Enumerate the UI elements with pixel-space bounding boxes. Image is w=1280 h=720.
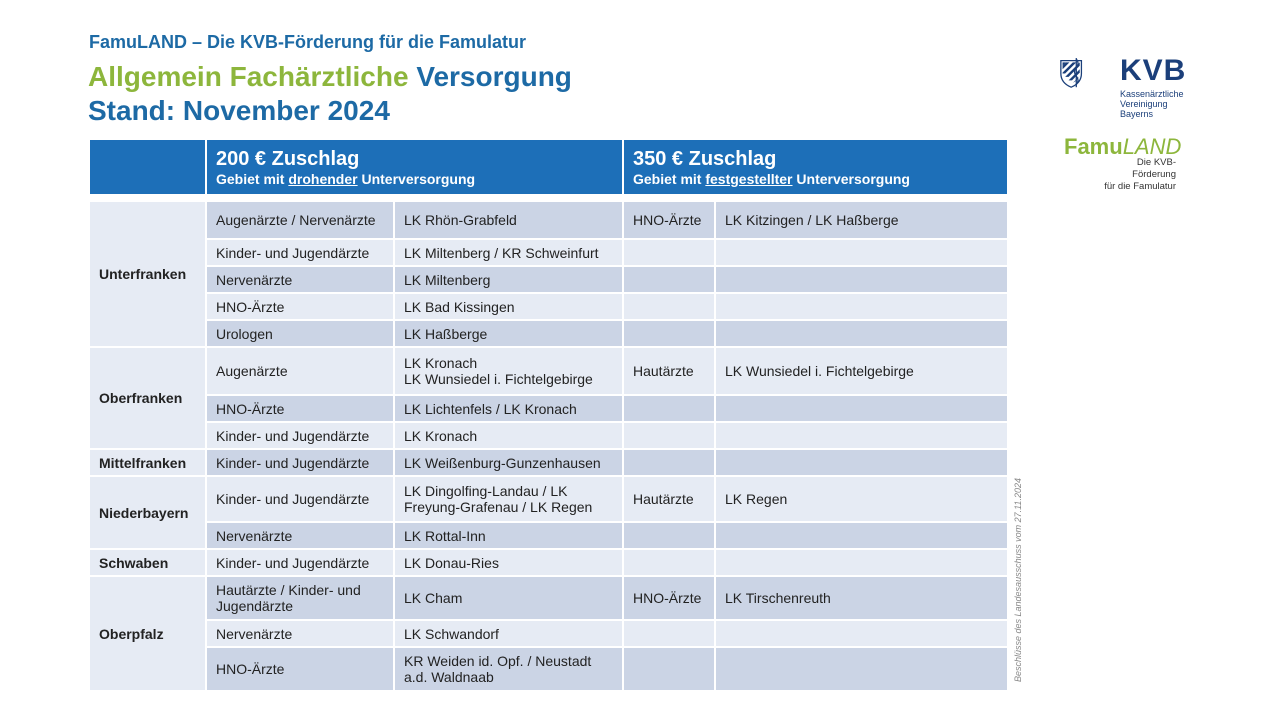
area-350-cell: LK Tirschenreuth [715, 576, 1008, 620]
area-350-cell [715, 647, 1008, 691]
region-cell: Mittelfranken [89, 449, 206, 476]
area-cell [394, 476, 623, 522]
region-cell: Oberfranken [89, 347, 206, 449]
specialty-cell: Nervenärzte [206, 266, 394, 293]
specialty-350-cell: Hautärzte [623, 476, 715, 522]
area-350-cell [715, 239, 1008, 266]
area-cell: LK Weißenburg-Gunzenhausen [394, 449, 623, 476]
specialty-350-cell: HNO-Ärzte [623, 201, 715, 239]
kvb-sub-line1: Kassenärztliche [1120, 89, 1184, 99]
header-200 [206, 139, 623, 195]
header-350-sub: Gebiet mit festgestellter Unterversorgung [633, 171, 910, 187]
area-cell: LK Donau-Ries [394, 549, 623, 576]
table-row [89, 476, 1008, 522]
table-row [89, 620, 1008, 647]
famu-bold: Famu [1064, 134, 1123, 159]
specialty-350-cell [623, 620, 715, 647]
specialty-350-cell [623, 320, 715, 347]
kvb-logo-text: KVB [1120, 54, 1187, 87]
area-line2: Freyung-Grafenau / LK Regen [404, 499, 593, 515]
specialty-cell: Kinder- und Jugendärzte [206, 549, 394, 576]
famu-italic: LAND [1122, 134, 1182, 159]
specialty-line1: Hautärzte / Kinder- und [216, 582, 361, 598]
specialty-350-cell [623, 522, 715, 549]
area-350-cell [715, 620, 1008, 647]
specialty-cell: Kinder- und Jugendärzte [206, 449, 394, 476]
area-cell: LK Cham [394, 576, 623, 620]
specialty-line2: Jugendärzte [216, 598, 294, 614]
region-cell: Unterfranken [89, 201, 206, 347]
area-cell [394, 347, 623, 395]
table-row [89, 266, 1008, 293]
table-row [89, 347, 1008, 395]
specialty-cell [206, 576, 394, 620]
area-cell: LK Miltenberg / KR Schweinfurt [394, 239, 623, 266]
area-line2: LK Wunsiedel i. Fichtelgebirge [404, 371, 593, 387]
specialty-cell: Kinder- und Jugendärzte [206, 422, 394, 449]
specialty-350-cell [623, 395, 715, 422]
area-cell [394, 647, 623, 691]
specialty-cell: HNO-Ärzte [206, 647, 394, 691]
specialty-350-cell [623, 293, 715, 320]
specialty-cell: HNO-Ärzte [206, 293, 394, 320]
header-region-cell [89, 139, 206, 195]
area-line1: LK Kronach [404, 355, 478, 371]
specialty-cell: Kinder- und Jugendärzte [206, 476, 394, 522]
area-350-cell [715, 266, 1008, 293]
page-title [88, 60, 572, 94]
table-row [89, 422, 1008, 449]
area-350-cell [715, 522, 1008, 549]
kvb-logo-icon [1060, 52, 1120, 122]
area-cell: LK Lichtenfels / LK Kronach [394, 395, 623, 422]
title-green-part: Allgemein Fachärztliche [88, 61, 409, 92]
table-row [89, 239, 1008, 266]
area-cell: LK Schwandorf [394, 620, 623, 647]
area-350-cell [715, 549, 1008, 576]
area-cell: LK Rottal-Inn [394, 522, 623, 549]
region-cell: Niederbayern [89, 476, 206, 549]
area-350-cell: LK Regen [715, 476, 1008, 522]
famu-sub-line2: für die Famulatur [1104, 181, 1176, 192]
specialty-cell: Kinder- und Jugendärzte [206, 239, 394, 266]
table-row [89, 320, 1008, 347]
title-blue-part: Versorgung [416, 61, 572, 92]
specialty-350-cell [623, 266, 715, 293]
table-row [89, 647, 1008, 691]
specialty-350-cell [623, 449, 715, 476]
funding-table [88, 138, 1009, 692]
area-cell: LK Haßberge [394, 320, 623, 347]
specialty-cell: Augenärzte / Nervenärzte [206, 201, 394, 239]
table-row [89, 395, 1008, 422]
header-200-sub: Gebiet mit drohender Unterversorgung [216, 171, 476, 187]
specialty-cell: HNO-Ärzte [206, 395, 394, 422]
area-350-cell: LK Wunsiedel i. Fichtelgebirge [715, 347, 1008, 395]
area-350-cell [715, 320, 1008, 347]
table-row [89, 293, 1008, 320]
specialty-350-cell: Hautärzte [623, 347, 715, 395]
area-350-cell [715, 395, 1008, 422]
side-note: Beschlüsse des Landesausschuss vom 27.11.2024 [1013, 478, 1023, 682]
specialty-cell: Nervenärzte [206, 620, 394, 647]
specialty-350-cell [623, 647, 715, 691]
table-row [89, 449, 1008, 476]
area-cell: LK Miltenberg [394, 266, 623, 293]
table-row [89, 576, 1008, 620]
table-row [89, 522, 1008, 549]
famuland-tagline [1094, 157, 1176, 193]
table-header-row [89, 139, 1008, 195]
specialty-cell: Nervenärzte [206, 522, 394, 549]
status-date: Stand: November 2024 [88, 95, 390, 126]
area-line1: KR Weiden id. Opf. / Neustadt [404, 653, 592, 669]
region-cell: Oberpfalz [89, 576, 206, 691]
header-350 [623, 139, 1008, 195]
area-line2: a.d. Waldnaab [404, 669, 494, 685]
header-350-title: 350 € Zuschlag [633, 148, 777, 170]
area-cell: LK Kronach [394, 422, 623, 449]
area-cell: LK Rhön-Grabfeld [394, 201, 623, 239]
header-200-title: 200 € Zuschlag [216, 148, 360, 170]
area-350-cell: LK Kitzingen / LK Haßberge [715, 201, 1008, 239]
table-row [89, 549, 1008, 576]
specialty-350-cell [623, 549, 715, 576]
specialty-cell: Augenärzte [206, 347, 394, 395]
specialty-cell: Urologen [206, 320, 394, 347]
header-subtitle: FamuLAND – Die KVB-Förderung für die Famulatur [89, 32, 527, 52]
kvb-sub-line2: Vereinigung [1120, 99, 1168, 109]
table-row [89, 201, 1008, 239]
specialty-350-cell [623, 239, 715, 266]
specialty-350-cell [623, 422, 715, 449]
specialty-350-cell: HNO-Ärzte [623, 576, 715, 620]
area-350-cell [715, 293, 1008, 320]
famu-sub-line1: Die KVB-Förderung [1132, 157, 1176, 180]
area-350-cell [715, 422, 1008, 449]
area-line1: LK Dingolfing-Landau / LK [404, 483, 568, 499]
area-cell: LK Bad Kissingen [394, 293, 623, 320]
area-350-cell [715, 449, 1008, 476]
region-cell: Schwaben [89, 549, 206, 576]
kvb-logo-subtext [1120, 89, 1184, 119]
kvb-sub-line3: Bayerns [1120, 109, 1154, 119]
